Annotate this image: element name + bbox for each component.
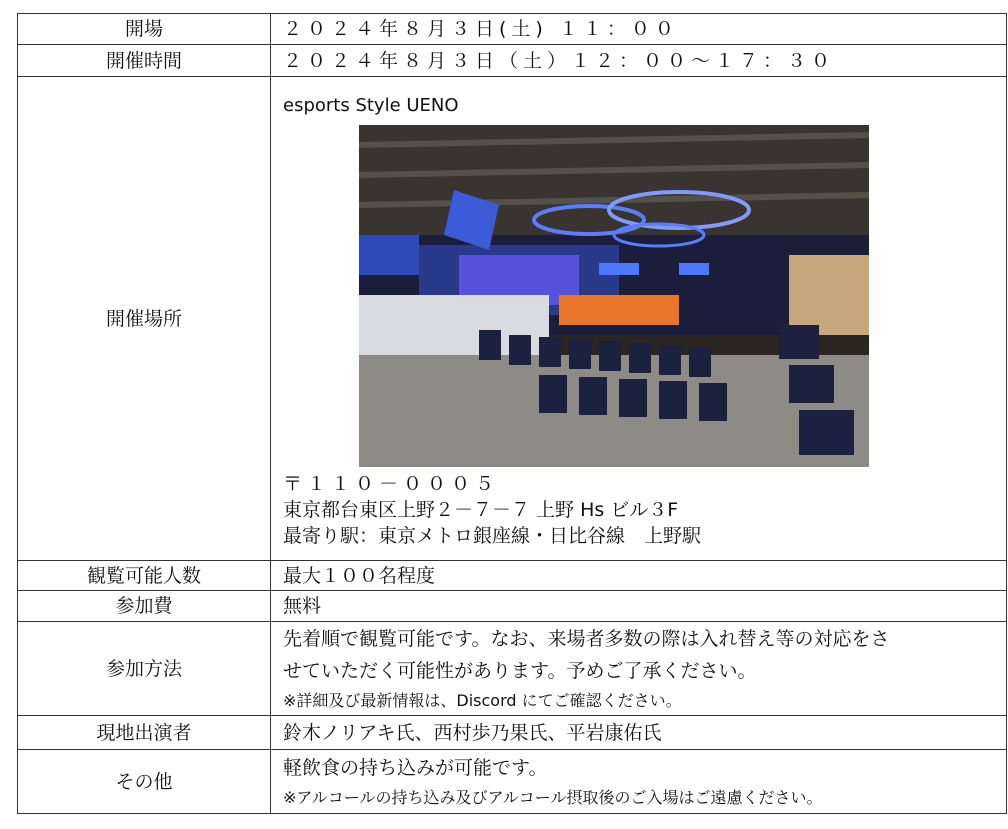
- row-method: [18, 622, 1007, 716]
- venue-photo: [359, 125, 869, 467]
- venue-station: 最寄り駅：東京メトロ銀座線・日比谷線 上野駅: [283, 524, 702, 547]
- other-cell: [271, 750, 1007, 814]
- row-fee: [18, 591, 1007, 622]
- fee-label: 参加費: [18, 591, 271, 622]
- method-line-1: 先着順で観覧可能です。なお、来場者多数の際は入れ替え等の対応をさ: [283, 627, 890, 650]
- row-venue: [18, 77, 1007, 561]
- fee-value: 無料: [271, 591, 1007, 622]
- capacity-value: 最大１００名程度: [271, 561, 1007, 591]
- event-info-table: [17, 13, 1007, 814]
- other-note: ※アルコールの持ち込み及びアルコール摂取後のご入場はご遠慮ください。: [283, 787, 823, 807]
- performers-label: 現地出演者: [18, 716, 271, 750]
- venue-cell: [271, 77, 1007, 561]
- method-note: ※詳細及び最新情報は、Discord にてご確認ください。: [283, 690, 682, 710]
- opening-value: ２０２４年８月３日(土) １１：００: [271, 14, 1007, 45]
- hours-label: 開催時間: [18, 45, 271, 77]
- performers-value: 鈴木ノリアキ氏、西村歩乃果氏、平岩康佑氏: [271, 716, 1007, 750]
- capacity-label: 観覧可能人数: [18, 561, 271, 591]
- venue-photo-illustration: [359, 125, 869, 467]
- venue-postal: 〒１１０－０００５: [283, 472, 500, 495]
- method-cell: [271, 622, 1007, 716]
- opening-label: 開場: [18, 14, 271, 45]
- other-line-1: 軽飲食の持ち込みが可能です。: [283, 756, 548, 779]
- row-other: [18, 750, 1007, 814]
- venue-name: esports Style UENO: [283, 94, 459, 116]
- venue-address: 東京都台東区上野２－７－７ 上野 Hs ビル３F: [283, 498, 679, 521]
- method-label: 参加方法: [18, 622, 271, 716]
- row-capacity: [18, 561, 1007, 591]
- row-performers: [18, 716, 1007, 750]
- row-hours: [18, 45, 1007, 77]
- venue-label: 開催場所: [18, 77, 271, 561]
- hours-value: ２０２４年８月３日（土）１２：００～１７：３０: [271, 45, 1007, 77]
- other-label: その他: [18, 750, 271, 814]
- method-line-2: せていただく可能性があります。予めご了承ください。: [283, 659, 757, 682]
- row-opening: [18, 14, 1007, 45]
